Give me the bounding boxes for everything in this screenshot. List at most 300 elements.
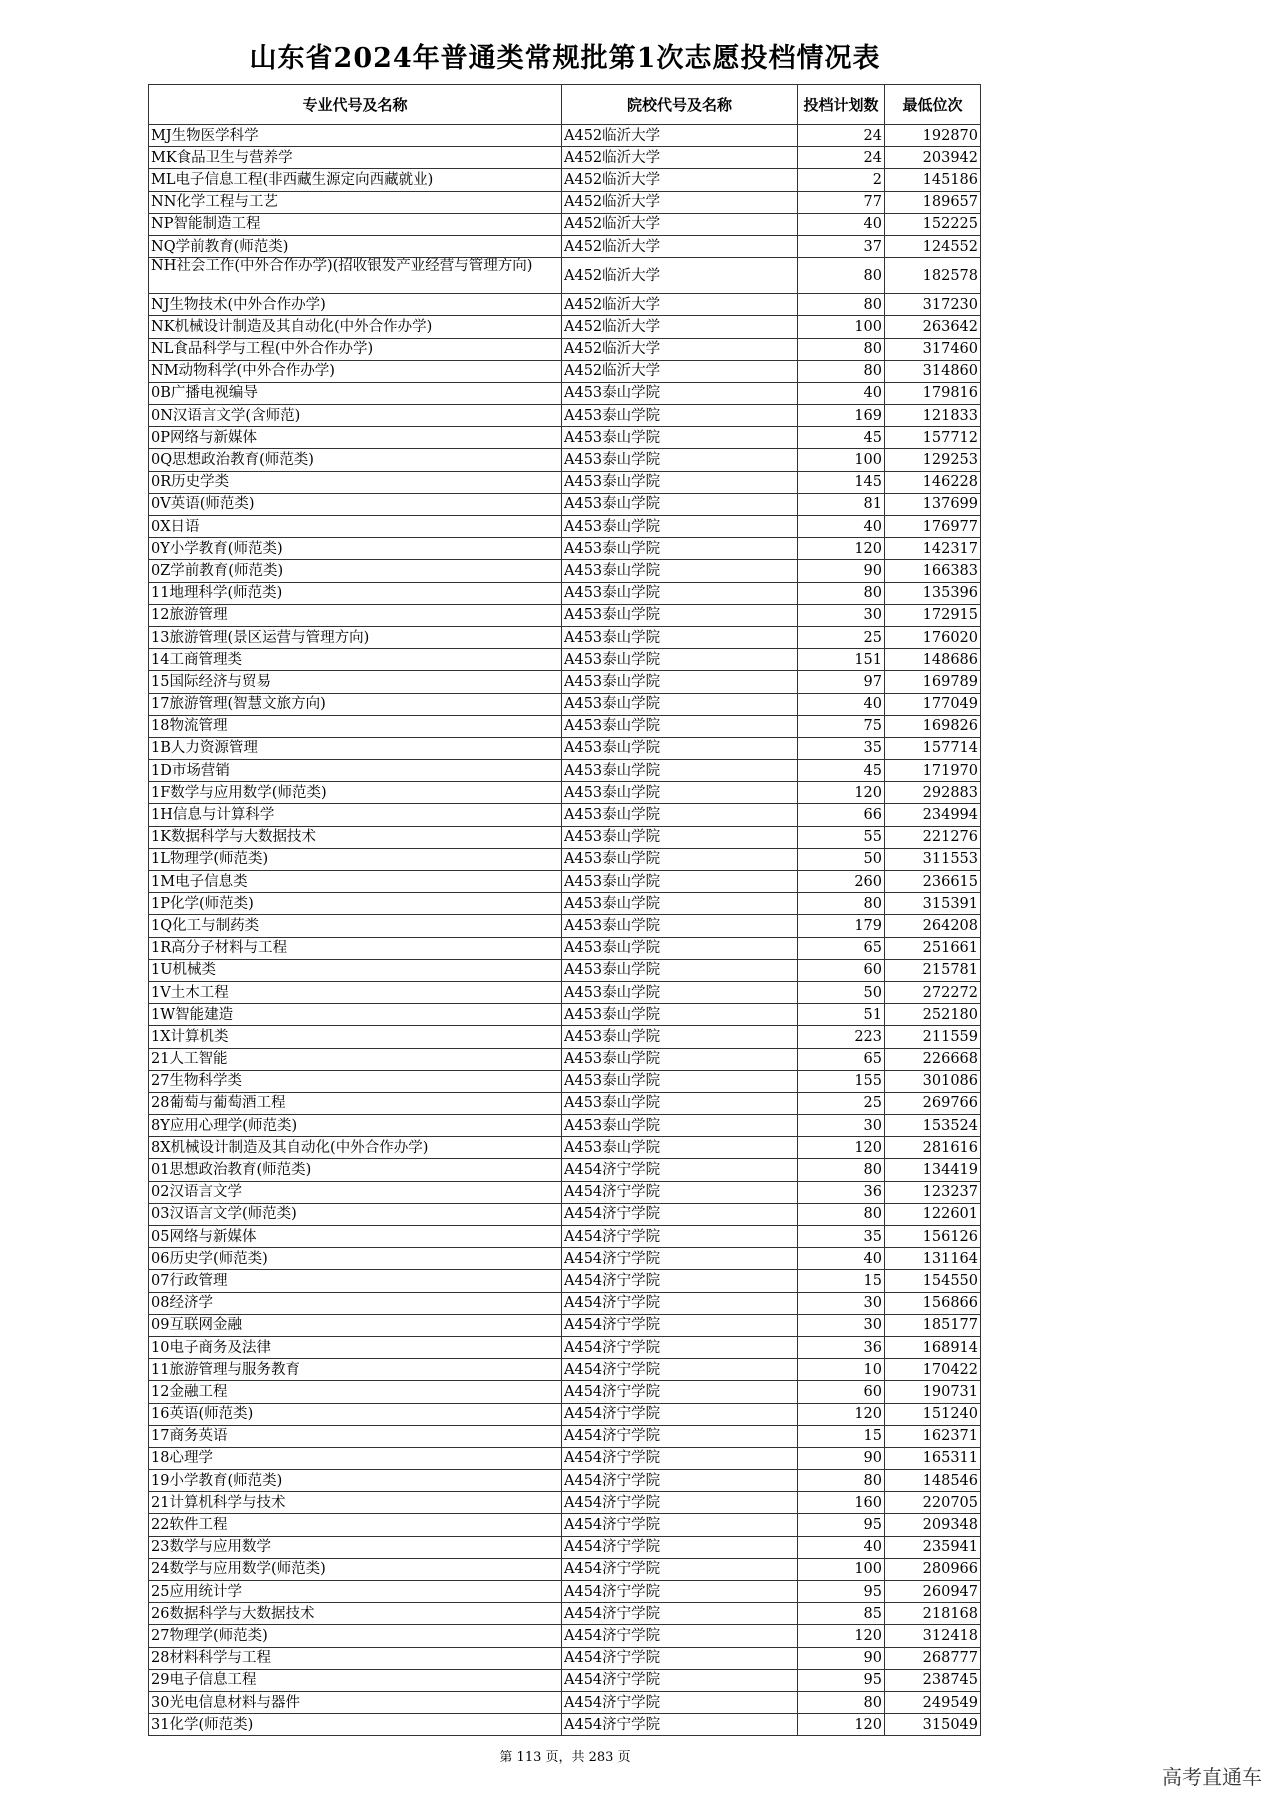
rank-cell: 146228: [885, 471, 981, 493]
table-row: [149, 1026, 981, 1048]
major-cell: 18心理学: [149, 1447, 562, 1469]
rank-cell: 176977: [885, 516, 981, 538]
school-cell: A453泰山学院: [562, 671, 798, 693]
major-cell: NJ生物技术(中外合作办学): [149, 294, 562, 316]
major-cell: 1B人力资源管理: [149, 737, 562, 759]
rank-cell: 122601: [885, 1203, 981, 1225]
school-cell: A453泰山学院: [562, 582, 798, 604]
plan-cell: 120: [798, 538, 885, 560]
rank-cell: 251661: [885, 937, 981, 959]
plan-cell: 30: [798, 1292, 885, 1314]
major-cell: 0X日语: [149, 516, 562, 538]
school-cell: A453泰山学院: [562, 893, 798, 915]
school-cell: A454济宁学院: [562, 1691, 798, 1713]
school-cell: A454济宁学院: [562, 1425, 798, 1447]
plan-cell: 80: [798, 258, 885, 294]
header-plan: 投档计划数: [798, 85, 885, 125]
plan-cell: 25: [798, 1092, 885, 1114]
school-cell: A454济宁学院: [562, 1514, 798, 1536]
school-cell: A453泰山学院: [562, 516, 798, 538]
table-body: [149, 125, 981, 1736]
rank-cell: 169826: [885, 715, 981, 737]
school-cell: A453泰山学院: [562, 427, 798, 449]
plan-cell: 95: [798, 1669, 885, 1691]
rank-cell: 157712: [885, 427, 981, 449]
table-row: [149, 693, 981, 715]
school-cell: A454济宁学院: [562, 1669, 798, 1691]
major-cell: 23数学与应用数学: [149, 1536, 562, 1558]
school-cell: A453泰山学院: [562, 449, 798, 471]
school-cell: A454济宁学院: [562, 1558, 798, 1580]
table-row: [149, 213, 981, 235]
rank-cell: 166383: [885, 560, 981, 582]
table-row: [149, 804, 981, 826]
rank-cell: 236615: [885, 871, 981, 893]
table-row: [149, 782, 981, 804]
table-row: [149, 1115, 981, 1137]
major-cell: 28葡萄与葡萄酒工程: [149, 1092, 562, 1114]
major-cell: ML电子信息工程(非西藏生源定向西藏就业): [149, 169, 562, 191]
rank-cell: 145186: [885, 169, 981, 191]
plan-cell: 95: [798, 1514, 885, 1536]
major-cell: 17商务英语: [149, 1425, 562, 1447]
rank-cell: 121833: [885, 405, 981, 427]
major-cell: 0B广播电视编导: [149, 382, 562, 404]
table-row: [149, 169, 981, 191]
table-row: [149, 360, 981, 382]
major-cell: 13旅游管理(景区运营与管理方向): [149, 626, 562, 648]
rank-cell: 260947: [885, 1581, 981, 1603]
plan-cell: 223: [798, 1026, 885, 1048]
rank-cell: 189657: [885, 191, 981, 213]
plan-cell: 80: [798, 1691, 885, 1713]
rank-cell: 169789: [885, 671, 981, 693]
major-cell: 12金融工程: [149, 1381, 562, 1403]
rank-cell: 185177: [885, 1314, 981, 1336]
major-cell: 06历史学(师范类): [149, 1248, 562, 1270]
major-cell: 1P化学(师范类): [149, 893, 562, 915]
school-cell: A453泰山学院: [562, 959, 798, 981]
table-row: [149, 1536, 981, 1558]
school-cell: A454济宁学院: [562, 1159, 798, 1181]
school-cell: A454济宁学院: [562, 1714, 798, 1736]
rank-cell: 281616: [885, 1137, 981, 1159]
plan-cell: 100: [798, 1558, 885, 1580]
school-cell: A454济宁学院: [562, 1381, 798, 1403]
major-cell: NP智能制造工程: [149, 213, 562, 235]
school-cell: A453泰山学院: [562, 1070, 798, 1092]
school-cell: A452临沂大学: [562, 258, 798, 294]
rank-cell: 156126: [885, 1226, 981, 1248]
rank-cell: 235941: [885, 1536, 981, 1558]
school-cell: A452临沂大学: [562, 294, 798, 316]
plan-cell: 35: [798, 1226, 885, 1248]
major-cell: 30光电信息材料与器件: [149, 1691, 562, 1713]
school-cell: A454济宁学院: [562, 1336, 798, 1358]
plan-cell: 80: [798, 1470, 885, 1492]
plan-cell: 15: [798, 1425, 885, 1447]
major-cell: 0Y小学教育(师范类): [149, 538, 562, 560]
major-cell: MJ生物医学科学: [149, 125, 562, 147]
plan-cell: 15: [798, 1270, 885, 1292]
major-cell: 11地理科学(师范类): [149, 582, 562, 604]
major-cell: NL食品科学与工程(中外合作办学): [149, 338, 562, 360]
plan-cell: 75: [798, 715, 885, 737]
rank-cell: 215781: [885, 959, 981, 981]
table-row: [149, 1270, 981, 1292]
major-cell: 21计算机科学与技术: [149, 1492, 562, 1514]
school-cell: A453泰山学院: [562, 1092, 798, 1114]
table-row: [149, 1048, 981, 1070]
table-row: [149, 1004, 981, 1026]
rank-cell: 317460: [885, 338, 981, 360]
table-row: [149, 1381, 981, 1403]
plan-cell: 45: [798, 760, 885, 782]
rank-cell: 157714: [885, 737, 981, 759]
table-row: [149, 1359, 981, 1381]
school-cell: A452临沂大学: [562, 235, 798, 257]
rank-cell: 221276: [885, 826, 981, 848]
plan-cell: 10: [798, 1359, 885, 1381]
plan-cell: 30: [798, 1314, 885, 1336]
plan-cell: 66: [798, 804, 885, 826]
school-cell: A452临沂大学: [562, 125, 798, 147]
major-cell: 0Z学前教育(师范类): [149, 560, 562, 582]
major-cell: NN化学工程与工艺: [149, 191, 562, 213]
school-cell: A452临沂大学: [562, 191, 798, 213]
rank-cell: 179816: [885, 382, 981, 404]
school-cell: A454济宁学院: [562, 1581, 798, 1603]
header-major: 专业代号及名称: [149, 85, 562, 125]
rank-cell: 209348: [885, 1514, 981, 1536]
rank-cell: 317230: [885, 294, 981, 316]
school-cell: A454济宁学院: [562, 1403, 798, 1425]
plan-cell: 2: [798, 169, 885, 191]
watermark: 高考直通车: [1162, 1765, 1262, 1789]
school-cell: A454济宁学院: [562, 1492, 798, 1514]
rank-cell: 220705: [885, 1492, 981, 1514]
rank-cell: 152225: [885, 213, 981, 235]
major-cell: 8Y应用心理学(师范类): [149, 1115, 562, 1137]
school-cell: A454济宁学院: [562, 1470, 798, 1492]
rank-cell: 315049: [885, 1714, 981, 1736]
rank-cell: 315391: [885, 893, 981, 915]
rank-cell: 268777: [885, 1647, 981, 1669]
school-cell: A454济宁学院: [562, 1314, 798, 1336]
plan-cell: 80: [798, 294, 885, 316]
plan-cell: 80: [798, 338, 885, 360]
table-row: [149, 125, 981, 147]
rank-cell: 234994: [885, 804, 981, 826]
major-cell: 1M电子信息类: [149, 871, 562, 893]
major-cell: 09互联网金融: [149, 1314, 562, 1336]
plan-cell: 80: [798, 582, 885, 604]
major-cell: 24数学与应用数学(师范类): [149, 1558, 562, 1580]
plan-cell: 260: [798, 871, 885, 893]
table-row: [149, 871, 981, 893]
rank-cell: 311553: [885, 848, 981, 870]
table-row: [149, 427, 981, 449]
rank-cell: 264208: [885, 915, 981, 937]
table-row: [149, 671, 981, 693]
rank-cell: 269766: [885, 1092, 981, 1114]
major-cell: 07行政管理: [149, 1270, 562, 1292]
major-cell: 08经济学: [149, 1292, 562, 1314]
school-cell: A453泰山学院: [562, 1026, 798, 1048]
plan-cell: 97: [798, 671, 885, 693]
school-cell: A453泰山学院: [562, 937, 798, 959]
plan-cell: 169: [798, 405, 885, 427]
rank-cell: 249549: [885, 1691, 981, 1713]
plan-cell: 90: [798, 1647, 885, 1669]
school-cell: A454济宁学院: [562, 1181, 798, 1203]
table-row: [149, 338, 981, 360]
major-cell: 05网络与新媒体: [149, 1226, 562, 1248]
major-cell: 1L物理学(师范类): [149, 848, 562, 870]
table-row: [149, 1336, 981, 1358]
school-cell: A453泰山学院: [562, 915, 798, 937]
plan-cell: 37: [798, 235, 885, 257]
table-row: [149, 258, 981, 294]
school-cell: A454济宁学院: [562, 1447, 798, 1469]
rank-cell: 168914: [885, 1336, 981, 1358]
school-cell: A452临沂大学: [562, 169, 798, 191]
table-row: [149, 649, 981, 671]
major-cell: 02汉语言文学: [149, 1181, 562, 1203]
major-cell: 26数据科学与大数据技术: [149, 1603, 562, 1625]
school-cell: A452临沂大学: [562, 147, 798, 169]
header-rank: 最低位次: [885, 85, 981, 125]
school-cell: A453泰山学院: [562, 1048, 798, 1070]
major-cell: 1K数据科学与大数据技术: [149, 826, 562, 848]
plan-cell: 120: [798, 782, 885, 804]
table-row: [149, 1714, 981, 1736]
plan-cell: 45: [798, 427, 885, 449]
major-cell: 0Q思想政治教育(师范类): [149, 449, 562, 471]
rank-cell: 301086: [885, 1070, 981, 1092]
table-row: [149, 1669, 981, 1691]
school-cell: A453泰山学院: [562, 693, 798, 715]
plan-cell: 85: [798, 1603, 885, 1625]
school-cell: A452临沂大学: [562, 338, 798, 360]
rank-cell: 182578: [885, 258, 981, 294]
major-cell: NH社会工作(中外合作办学)(招收银发产业经营与管理方向): [149, 258, 562, 294]
table-row: [149, 1581, 981, 1603]
major-cell: 8X机械设计制造及其自动化(中外合作办学): [149, 1137, 562, 1159]
rank-cell: 154550: [885, 1270, 981, 1292]
school-cell: A453泰山学院: [562, 538, 798, 560]
plan-cell: 151: [798, 649, 885, 671]
table-row: [149, 1292, 981, 1314]
table-row: [149, 471, 981, 493]
major-cell: 27物理学(师范类): [149, 1625, 562, 1647]
rank-cell: 171970: [885, 760, 981, 782]
school-cell: A454济宁学院: [562, 1270, 798, 1292]
plan-cell: 60: [798, 959, 885, 981]
major-cell: 1U机械类: [149, 959, 562, 981]
rank-cell: 192870: [885, 125, 981, 147]
table-row: [149, 1425, 981, 1447]
major-cell: NM动物科学(中外合作办学): [149, 360, 562, 382]
plan-cell: 55: [798, 826, 885, 848]
major-cell: MK食品卫生与营养学: [149, 147, 562, 169]
major-cell: 1X计算机类: [149, 1026, 562, 1048]
rank-cell: 226668: [885, 1048, 981, 1070]
page-number: 第 113 页，共 283 页: [499, 1750, 631, 1765]
plan-cell: 81: [798, 493, 885, 515]
table-row: [149, 405, 981, 427]
rank-cell: 142317: [885, 538, 981, 560]
school-cell: A453泰山学院: [562, 715, 798, 737]
rank-cell: 135396: [885, 582, 981, 604]
plan-cell: 65: [798, 937, 885, 959]
plan-cell: 80: [798, 1159, 885, 1181]
plan-cell: 155: [798, 1070, 885, 1092]
major-cell: 0V英语(师范类): [149, 493, 562, 515]
table-row: [149, 191, 981, 213]
rank-cell: 156866: [885, 1292, 981, 1314]
major-cell: 31化学(师范类): [149, 1714, 562, 1736]
major-cell: 14工商管理类: [149, 649, 562, 671]
major-cell: 1Q化工与制药类: [149, 915, 562, 937]
table-row: [149, 1248, 981, 1270]
plan-cell: 30: [798, 604, 885, 626]
table-row: [149, 1647, 981, 1669]
table-row: [149, 1181, 981, 1203]
rank-cell: 263642: [885, 316, 981, 338]
table-row: [149, 715, 981, 737]
table-row: [149, 516, 981, 538]
plan-cell: 80: [798, 893, 885, 915]
major-cell: 19小学教育(师范类): [149, 1470, 562, 1492]
rank-cell: 190731: [885, 1381, 981, 1403]
plan-cell: 40: [798, 1536, 885, 1558]
table-row: [149, 760, 981, 782]
school-cell: A453泰山学院: [562, 1137, 798, 1159]
school-cell: A454济宁学院: [562, 1359, 798, 1381]
school-cell: A453泰山学院: [562, 1115, 798, 1137]
plan-cell: 35: [798, 737, 885, 759]
major-cell: 1V土木工程: [149, 981, 562, 1003]
major-cell: 16英语(师范类): [149, 1403, 562, 1425]
table-row: [149, 848, 981, 870]
major-cell: 0N汉语言文学(含师范): [149, 405, 562, 427]
school-cell: A454济宁学院: [562, 1647, 798, 1669]
table-row: [149, 1603, 981, 1625]
major-cell: 21人工智能: [149, 1048, 562, 1070]
table-row: [149, 449, 981, 471]
header-school: 院校代号及名称: [562, 85, 798, 125]
table-header-row: [149, 85, 981, 125]
table-row: [149, 1625, 981, 1647]
table-row: [149, 560, 981, 582]
plan-cell: 40: [798, 213, 885, 235]
plan-cell: 80: [798, 1203, 885, 1225]
table-row: [149, 937, 981, 959]
school-cell: A453泰山学院: [562, 471, 798, 493]
major-cell: 12旅游管理: [149, 604, 562, 626]
school-cell: A453泰山学院: [562, 1004, 798, 1026]
table-row: [149, 1447, 981, 1469]
table-row: [149, 294, 981, 316]
school-cell: A452临沂大学: [562, 316, 798, 338]
major-cell: 1F数学与应用数学(师范类): [149, 782, 562, 804]
plan-cell: 120: [798, 1403, 885, 1425]
table-row: [149, 604, 981, 626]
table-row: [149, 316, 981, 338]
school-cell: A454济宁学院: [562, 1625, 798, 1647]
table-row: [149, 1558, 981, 1580]
rank-cell: 137699: [885, 493, 981, 515]
plan-cell: 95: [798, 1581, 885, 1603]
major-cell: 0R历史学类: [149, 471, 562, 493]
school-cell: A453泰山学院: [562, 760, 798, 782]
rank-cell: 123237: [885, 1181, 981, 1203]
plan-cell: 120: [798, 1714, 885, 1736]
major-cell: 11旅游管理与服务教育: [149, 1359, 562, 1381]
plan-cell: 120: [798, 1625, 885, 1647]
school-cell: A453泰山学院: [562, 981, 798, 1003]
rank-cell: 172915: [885, 604, 981, 626]
table-row: [149, 1070, 981, 1092]
major-cell: 17旅游管理(智慧文旅方向): [149, 693, 562, 715]
school-cell: A453泰山学院: [562, 848, 798, 870]
rank-cell: 177049: [885, 693, 981, 715]
school-cell: A452临沂大学: [562, 360, 798, 382]
school-cell: A453泰山学院: [562, 804, 798, 826]
rank-cell: 238745: [885, 1669, 981, 1691]
plan-cell: 36: [798, 1181, 885, 1203]
school-cell: A454济宁学院: [562, 1226, 798, 1248]
rank-cell: 176020: [885, 626, 981, 648]
major-cell: 1H信息与计算科学: [149, 804, 562, 826]
plan-cell: 24: [798, 147, 885, 169]
rank-cell: 170422: [885, 1359, 981, 1381]
rank-cell: 165311: [885, 1447, 981, 1469]
rank-cell: 280966: [885, 1558, 981, 1580]
table-row: [149, 1203, 981, 1225]
rank-cell: 151240: [885, 1403, 981, 1425]
table-row: [149, 737, 981, 759]
plan-cell: 145: [798, 471, 885, 493]
school-cell: A453泰山学院: [562, 493, 798, 515]
table-row: [149, 1137, 981, 1159]
major-cell: 1W智能建造: [149, 1004, 562, 1026]
major-cell: 15国际经济与贸易: [149, 671, 562, 693]
plan-cell: 40: [798, 382, 885, 404]
major-cell: 28材料科学与工程: [149, 1647, 562, 1669]
plan-cell: 25: [798, 626, 885, 648]
table-row: [149, 1159, 981, 1181]
table-row: [149, 1092, 981, 1114]
school-cell: A454济宁学院: [562, 1536, 798, 1558]
table-row: [149, 1514, 981, 1536]
plan-cell: 65: [798, 1048, 885, 1070]
major-cell: 10电子商务及法律: [149, 1336, 562, 1358]
table-row: [149, 235, 981, 257]
table-row: [149, 1691, 981, 1713]
table-row: [149, 582, 981, 604]
table-row: [149, 538, 981, 560]
plan-cell: 60: [798, 1381, 885, 1403]
rank-cell: 131164: [885, 1248, 981, 1270]
plan-cell: 179: [798, 915, 885, 937]
table-row: [149, 915, 981, 937]
school-cell: A454济宁学院: [562, 1292, 798, 1314]
plan-cell: 24: [798, 125, 885, 147]
rank-cell: 218168: [885, 1603, 981, 1625]
school-cell: A453泰山学院: [562, 649, 798, 671]
